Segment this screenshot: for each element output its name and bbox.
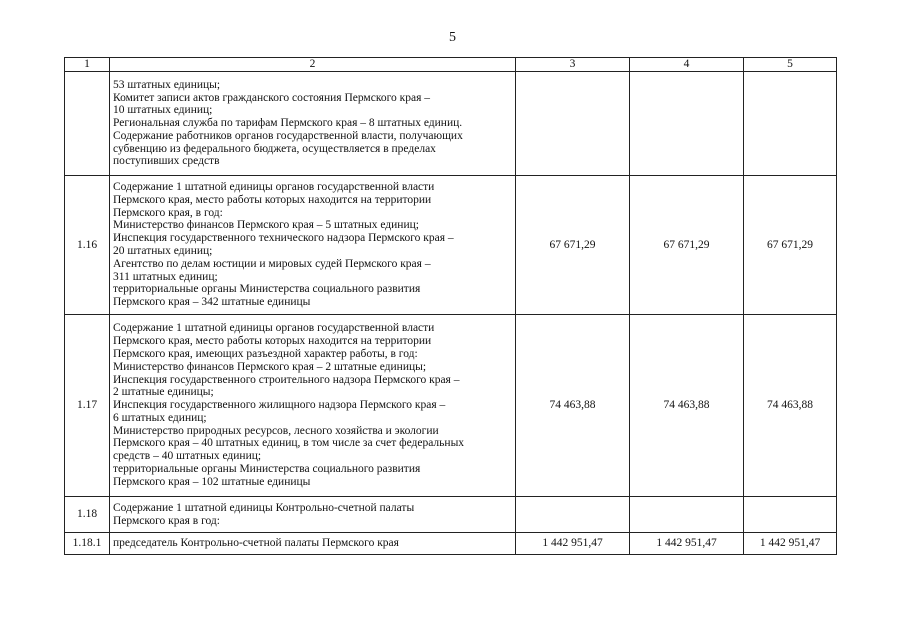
description-line: 20 штатных единиц; bbox=[113, 245, 213, 257]
description-line: Министерство природных ресурсов, лесного хозяйства и экологии bbox=[113, 424, 439, 437]
description-cell bbox=[110, 533, 516, 555]
description-line: Комитет записи актов гражданского состояния Пермского края – bbox=[113, 91, 430, 104]
row-number-cell bbox=[65, 72, 110, 176]
description-line: Содержание работников органов государственной власти, получающих bbox=[113, 129, 463, 142]
row-number-cell: 1.18.1 bbox=[65, 533, 110, 555]
description-line: территориальные органы Министерства социального развития bbox=[113, 283, 421, 296]
column-header-2: 2 bbox=[110, 58, 516, 72]
column-header-3: 3 bbox=[516, 58, 630, 72]
value-cell-col-4: 1 442 951,47 bbox=[630, 533, 744, 555]
description-line: Пермского края, место работы которых находится на территории bbox=[113, 193, 432, 206]
description-line: 10 штатных единиц; bbox=[113, 104, 213, 117]
description-line: территориальные органы Министерства социального развития bbox=[113, 463, 421, 476]
description-line: 53 штатных единицы; bbox=[113, 78, 221, 91]
table-row bbox=[65, 533, 837, 555]
description-line: Инспекция государственного жилищного надзора Пермского края – bbox=[113, 399, 446, 412]
description-line: Пермского края – 40 штатных единиц, в том числе за счет федеральных bbox=[113, 437, 465, 450]
value-cell-col-4: 67 671,29 bbox=[630, 176, 744, 315]
description-line: Региональная служба по тарифам Пермского края – 8 штатных единиц. bbox=[113, 117, 463, 130]
description-line: Пермского края в год: bbox=[113, 514, 220, 527]
description-line: Министерство финансов Пермского края – 5 штатных единиц; bbox=[113, 219, 419, 232]
table-row bbox=[65, 497, 837, 533]
column-header-4: 4 bbox=[630, 58, 744, 72]
description-line: Пермского края, место работы которых находится на территории bbox=[113, 335, 432, 348]
value-cell-col-4 bbox=[630, 497, 744, 533]
description-line: Инспекция государственного строительного надзора Пермского края – bbox=[113, 373, 460, 386]
value-cell-col-5: 67 671,29 bbox=[744, 176, 837, 315]
value-cell-col-5 bbox=[744, 497, 837, 533]
table-row bbox=[65, 176, 837, 315]
value-cell-col-5: 1 442 951,47 bbox=[744, 533, 837, 555]
description-line: средств – 40 штатных единиц; bbox=[113, 450, 262, 463]
row-number-cell: 1.16 bbox=[65, 176, 110, 315]
value-cell-col-3 bbox=[516, 72, 630, 176]
description-line: 2 штатные единицы; bbox=[113, 386, 214, 399]
description-line: Инспекция государственного технического надзора Пермского края – bbox=[113, 232, 454, 245]
value-cell-col-3: 1 442 951,47 bbox=[516, 533, 630, 555]
value-cell-col-5: 74 463,88 bbox=[744, 315, 837, 497]
description-cell bbox=[110, 72, 516, 176]
description-line: субвенцию из федерального бюджета, осуществляется в пределах bbox=[113, 142, 436, 155]
column-header-5: 5 bbox=[744, 58, 837, 72]
description-line: Пермского края, в год: bbox=[113, 206, 223, 219]
value-cell-col-3 bbox=[516, 497, 630, 533]
value-cell-col-5 bbox=[744, 72, 837, 176]
description-line: Пермского края, имеющих разъездной характер работы, в год: bbox=[113, 347, 418, 360]
description-line: Содержание 1 штатной единицы Контрольно-счетной палаты bbox=[113, 501, 415, 514]
description-line: Пермского края – 342 штатные единицы bbox=[113, 296, 311, 309]
description-cell bbox=[110, 315, 516, 497]
description-line: 311 штатных единиц; bbox=[113, 270, 218, 283]
description-line: поступивших средств bbox=[113, 155, 220, 168]
value-cell-col-4: 74 463,88 bbox=[630, 315, 744, 497]
description-line: Пермского края – 102 штатные единицы bbox=[113, 475, 311, 488]
value-cell-col-3: 74 463,88 bbox=[516, 315, 630, 497]
row-number-cell: 1.17 bbox=[65, 315, 110, 497]
table-row bbox=[65, 315, 837, 497]
value-cell-col-4 bbox=[630, 72, 744, 176]
table-row bbox=[65, 72, 837, 176]
description-line: Содержание 1 штатной единицы органов государственной власти bbox=[113, 322, 435, 335]
row-number-cell: 1.18 bbox=[65, 497, 110, 533]
budget-table bbox=[64, 57, 837, 555]
description-cell bbox=[110, 176, 516, 315]
description-line: Содержание 1 штатной единицы органов государственной власти bbox=[113, 181, 435, 194]
column-header-1: 1 bbox=[65, 58, 110, 72]
value-cell-col-3: 67 671,29 bbox=[516, 176, 630, 315]
table-header-row bbox=[65, 58, 837, 72]
description-cell bbox=[110, 497, 516, 533]
table-body bbox=[65, 72, 837, 555]
description-line: Министерство финансов Пермского края – 2 штатные единицы; bbox=[113, 360, 427, 373]
description-line: председатель Контрольно-счетной палаты Пермского края bbox=[113, 537, 399, 550]
description-line: Агентство по делам юстиции и мировых судей Пермского края – bbox=[113, 257, 431, 270]
page-number: 5 bbox=[449, 30, 456, 45]
description-line: 6 штатных единиц; bbox=[113, 411, 207, 424]
